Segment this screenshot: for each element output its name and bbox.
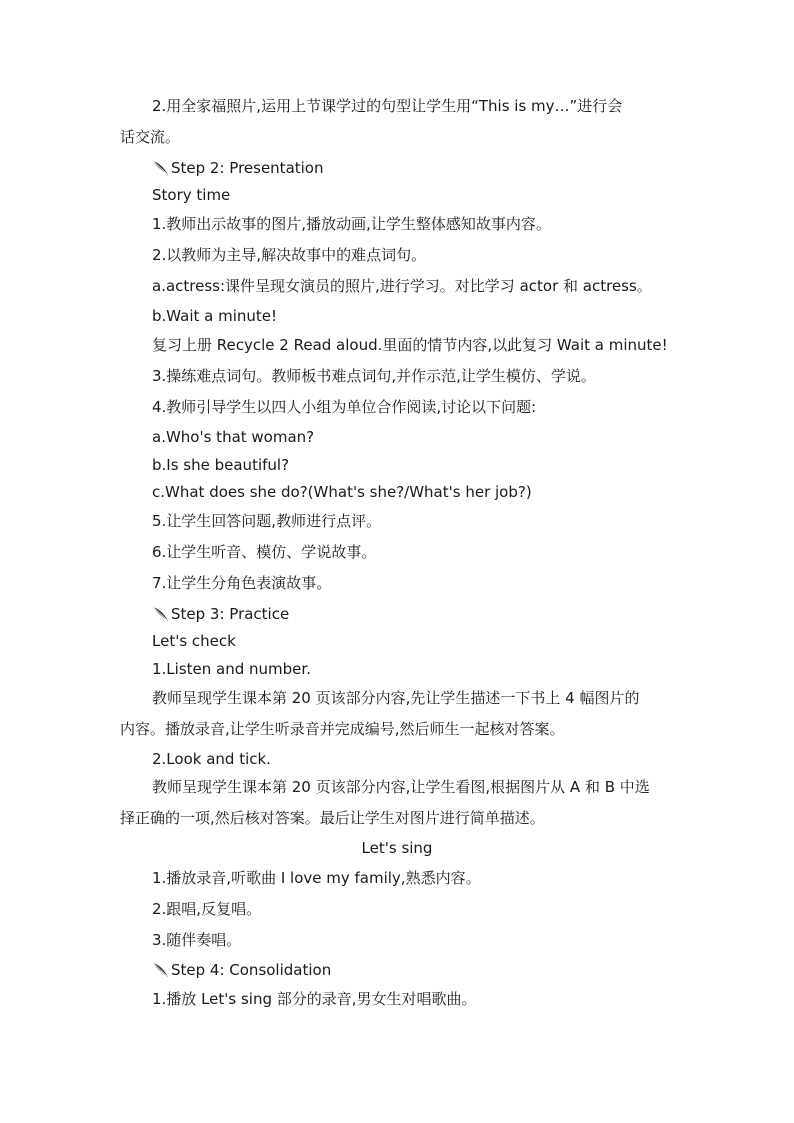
feather-pen-icon [152,962,169,978]
question-item: b.Is she beautiful? [152,456,290,474]
question-item: a.Who's that woman? [152,428,315,446]
text-line: 1.Listen and number. [152,660,311,678]
section-label: Story time [152,186,231,204]
text-line: 3.随伴奏唱。 [152,931,242,949]
section-label: Let's sing [361,839,433,857]
text-line: 3.操练难点词句。教师板书难点词句,并作示范,让学生模仿、学说。 [152,367,596,385]
step-heading [152,960,331,980]
text-line: 2.跟唱,反复唱。 [152,900,262,918]
section-label: Let's check [152,632,236,650]
text-line: a.actress:课件呈现女演员的照片,进行学习。对比学习 actor 和 actress。 [152,277,652,295]
step-heading [152,158,324,178]
text-line: 4.教师引导学生以四人小组为单位合作阅读,讨论以下问题: [152,398,537,416]
text-line: 复习上册 Recycle 2 Read aloud.里面的情节内容,以此复习 Wait a minute! [152,336,668,354]
question-item: c.What does she do?(What's she?/What's her job?) [152,483,532,501]
text-line: 1.播放录音,听歌曲 I love my family,熟悉内容。 [152,869,481,887]
text-line: 6.让学生听音、模仿、学说故事。 [152,543,377,561]
text-line: 1.教师出示故事的图片,播放动画,让学生整体感知故事内容。 [152,215,551,233]
text-line: 教师呈现学生课本第 20 页该部分内容,让学生看图,根据图片从 A 和 B 中选 [152,778,650,796]
step-title: Step 2: Presentation [171,159,324,177]
feather-pen-icon [152,606,169,622]
text-line: 择正确的一项,然后核对答案。最后让学生对图片进行简单描述。 [120,809,545,827]
text-line: 2.Look and tick. [152,750,271,768]
step-heading [152,604,289,624]
feather-pen-icon [152,160,169,176]
step-title: Step 4: Consolidation [171,961,332,979]
text-line: 1.播放 Let's sing 部分的录音,男女生对唱歌曲。 [152,990,477,1008]
text-line: 5.让学生回答问题,教师进行点评。 [152,512,382,530]
text-line: 2.用全家福照片,运用上节课学过的句型让学生用“This is my…”进行会 [152,97,623,115]
text-line: 7.让学生分角色表演故事。 [152,574,332,592]
text-line: b.Wait a minute! [152,307,278,325]
text-line: 教师呈现学生课本第 20 页该部分内容,先让学生描述一下书上 4 幅图片的 [152,689,640,707]
text-line: 2.以教师为主导,解决故事中的难点词句。 [152,246,427,264]
text-line: 内容。播放录音,让学生听录音并完成编号,然后师生一起核对答案。 [120,720,565,738]
text-line: 话交流。 [120,128,181,146]
step-title: Step 3: Practice [171,605,290,623]
